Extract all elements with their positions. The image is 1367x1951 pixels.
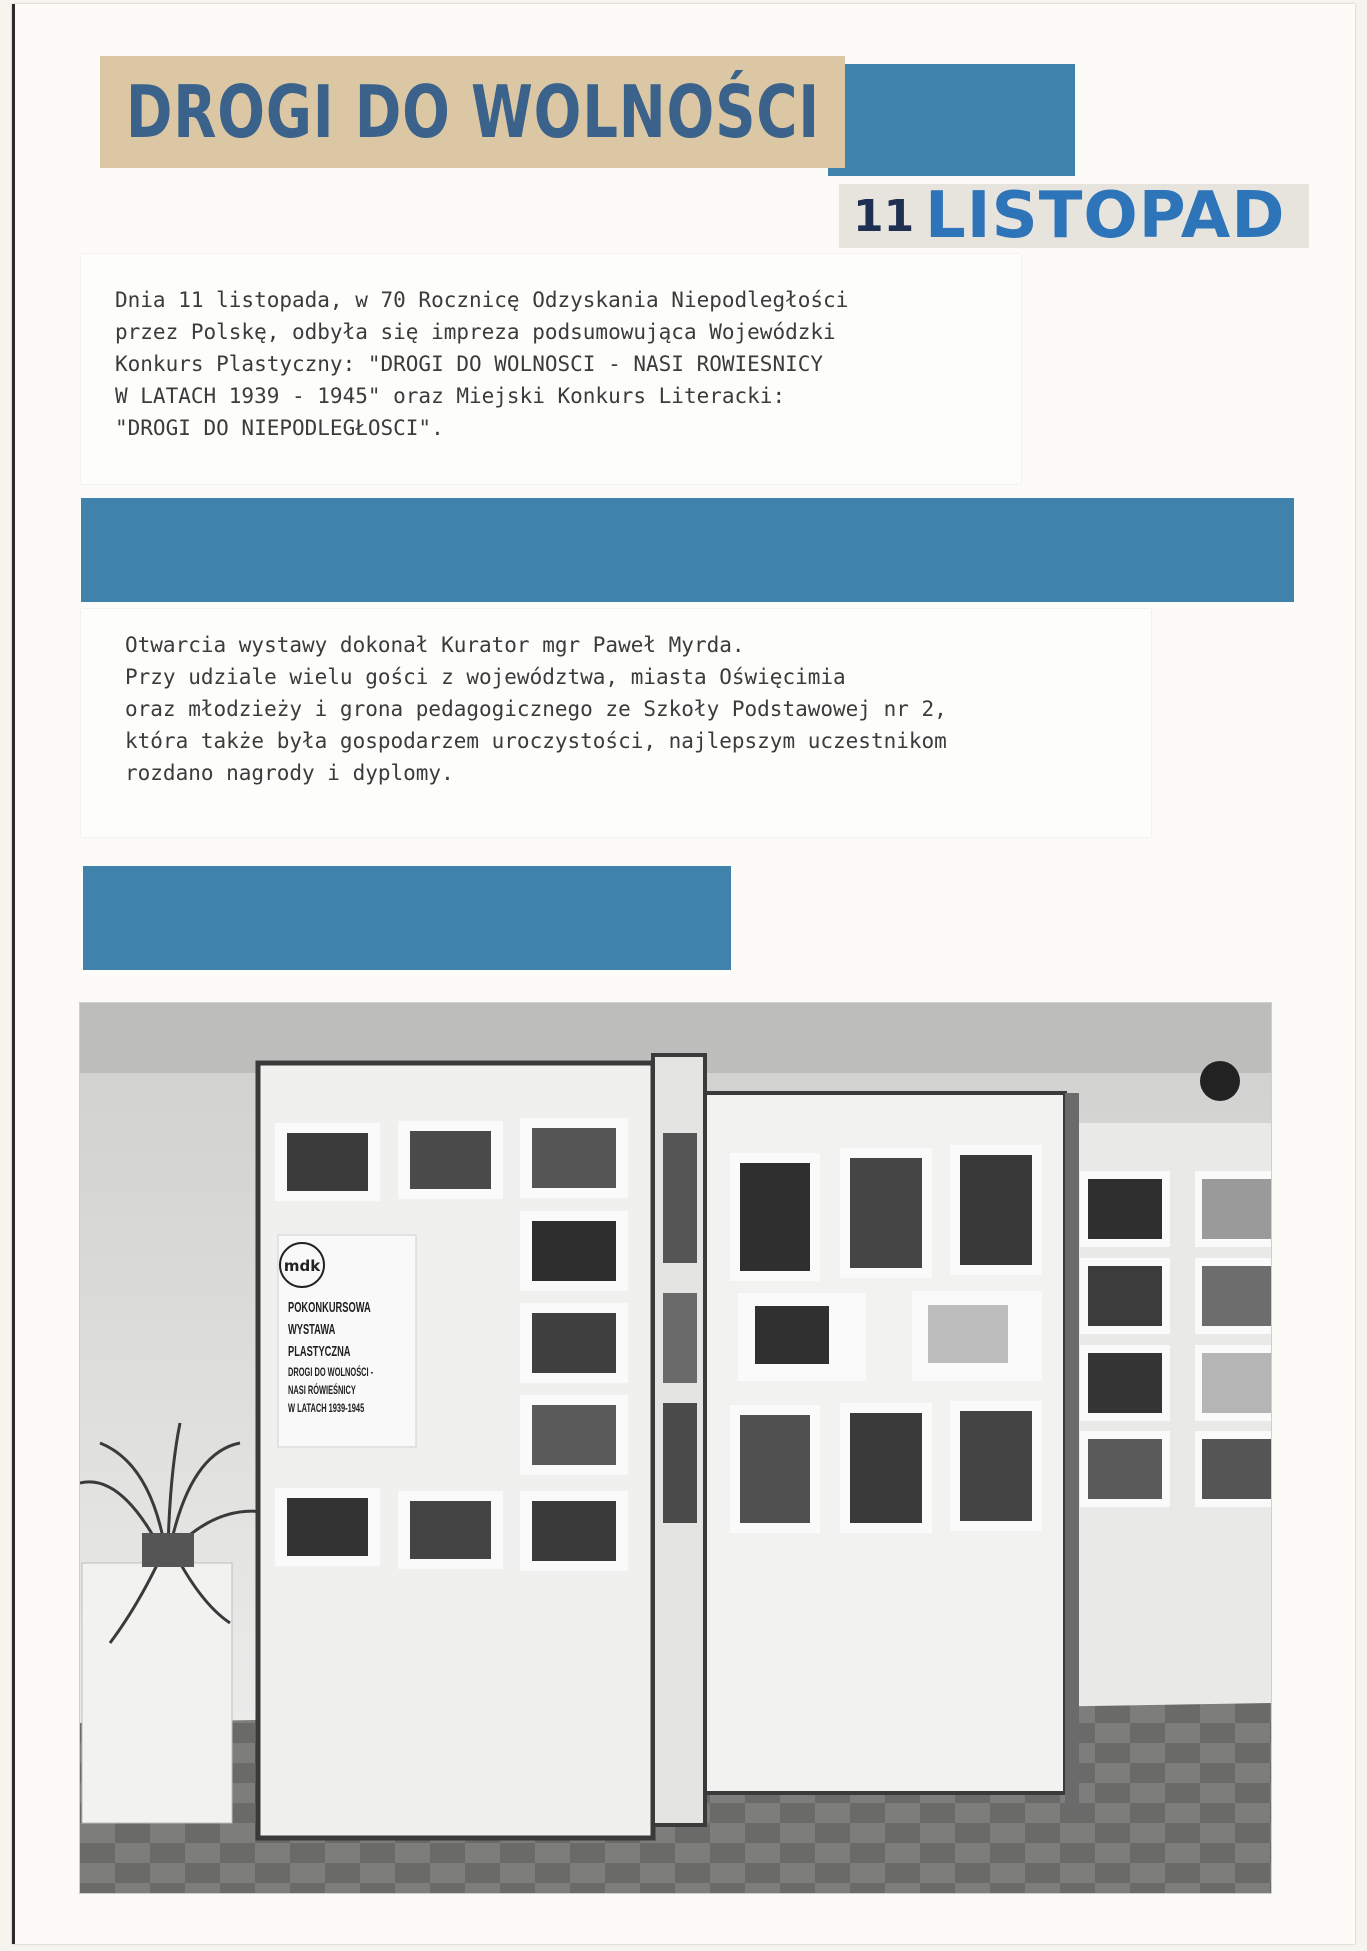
note1-line: Dnia 11 listopada, w 70 Rocznicę Odzyskania Niepodległości (115, 288, 849, 312)
poster-line: PLASTYCZNA (288, 1343, 351, 1360)
date-day: 11 (853, 190, 915, 242)
poster-line: W LATACH 1939-1945 (288, 1401, 365, 1415)
plant-pot (142, 1533, 194, 1567)
poster-line: DROGI DO WOLNOŚCI - (288, 1365, 374, 1379)
date-clipping (839, 179, 1309, 253)
typed-note-1 (81, 254, 1021, 484)
exhibition-photo (79, 1002, 1272, 1894)
blue-strip-top (828, 64, 1075, 176)
poster-line: NASI RÓWIEŚNICY (288, 1383, 356, 1397)
note1-line: przez Polskę, odbyła się impreza podsumowująca Wojewódzki (115, 320, 836, 344)
scrapbook-page (12, 4, 1355, 1944)
date-month: LISTOPAD (925, 179, 1286, 253)
poster-text (288, 1299, 418, 1449)
note2-line: oraz młodzieży i grona pedagogicznego ze Szkoły Podstawowej nr 2, (125, 697, 947, 721)
mdk-logo: mdk (283, 1257, 321, 1275)
page-title: DROGI DO WOLNOŚCI (125, 70, 820, 154)
pedestal (82, 1563, 232, 1823)
note1-line: Konkurs Plastyczny: "DROGI DO WOLNOSCI - NASI ROWIESNICY (115, 352, 824, 376)
poster-line: POKONKURSOWA (288, 1299, 371, 1316)
poster-line: WYSTAWA (288, 1321, 336, 1338)
note2-line: która także była gospodarzem uroczystości, najlepszym uczestnikom (125, 729, 947, 753)
artworks-side (663, 1133, 697, 1523)
blue-strip-bottom (83, 866, 731, 970)
note1-line: W LATACH 1939 - 1945" oraz Miejski Konkurs Literacki: (115, 384, 786, 408)
note2-line: Otwarcia wystawy dokonał Kurator mgr Paweł Myrda. (125, 633, 745, 657)
title-clipping (100, 56, 845, 168)
note2-line: Przy udziale wielu gości z województwa, miasta Oświęcimia (125, 665, 846, 689)
exhibition-scene (80, 1003, 1271, 1893)
lamp (1200, 1061, 1240, 1101)
note2-line: rozdano nagrody i dyplomy. (125, 761, 454, 785)
note1-line: "DROGI DO NIEPODLEGŁOSCI". (115, 416, 444, 440)
blue-strip-middle (81, 498, 1294, 602)
typed-note-2 (81, 609, 1151, 837)
